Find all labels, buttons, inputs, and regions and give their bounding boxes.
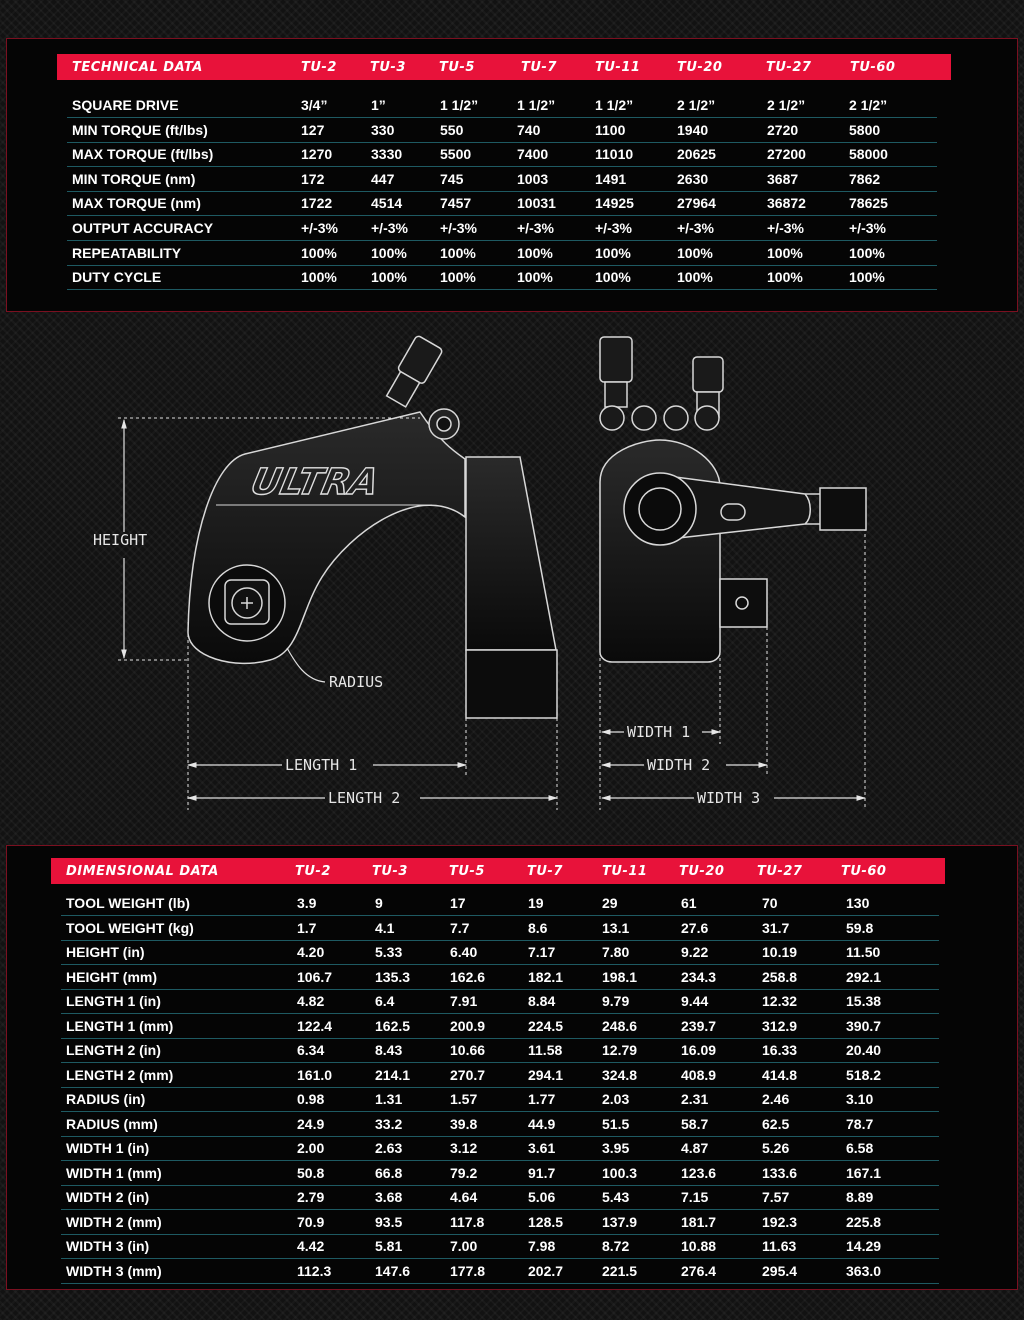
row-label: MIN TORQUE (nm) [72, 170, 196, 187]
cell-value: 9 [375, 895, 383, 911]
cell-value: 100.3 [602, 1164, 638, 1181]
row-label: RADIUS (mm) [66, 1115, 158, 1132]
cell-value: 414.8 [762, 1066, 798, 1083]
cell-value: 12.79 [602, 1042, 638, 1058]
row-label: SQUARE DRIVE [72, 97, 179, 113]
cell-value: 10.66 [450, 1042, 486, 1058]
row-label: WIDTH 1 (mm) [66, 1164, 162, 1181]
cell-value: 5.26 [762, 1140, 790, 1156]
model-header: TU-2 [301, 60, 337, 75]
cell-value: +/-3% [517, 220, 554, 236]
row-label: LENGTH 1 (in) [66, 993, 161, 1009]
cell-value: 93.5 [375, 1213, 403, 1230]
cell-value: 100% [517, 269, 553, 286]
cell-value: 200.9 [450, 1017, 486, 1034]
cell-value: 127 [301, 121, 325, 138]
cell-value: 1003 [517, 170, 549, 187]
cell-value: +/-3% [767, 220, 804, 236]
cell-value: 11.50 [846, 944, 881, 960]
cell-value: 17 [450, 895, 466, 911]
cell-value: 100% [371, 269, 407, 286]
cell-value: 130 [846, 895, 870, 911]
cell-value: 100% [371, 244, 407, 261]
technical-title: TECHNICAL DATA [72, 60, 203, 75]
cell-value: 137.9 [602, 1213, 638, 1230]
cell-value: 295.4 [762, 1262, 798, 1279]
width1-label: WIDTH 1 [627, 723, 691, 741]
cell-value: 2 1/2” [767, 97, 806, 113]
cell-value: 100% [677, 244, 713, 261]
cell-value: 4.87 [681, 1140, 709, 1156]
table-row [67, 265, 937, 290]
cell-value: 59.8 [846, 919, 874, 936]
cell-value: 7.00 [450, 1238, 478, 1254]
cell-value: 100% [301, 269, 337, 286]
model-header: TU-2 [295, 864, 331, 879]
cell-value: 10031 [517, 195, 556, 212]
cell-value: 135.3 [375, 968, 411, 985]
dimensional-data-panel [6, 845, 1018, 1290]
cell-value: 4.42 [297, 1238, 325, 1254]
table-row [61, 965, 939, 990]
cell-value: +/-3% [301, 220, 338, 236]
cell-value: 3.9 [297, 895, 317, 911]
table-row [61, 1234, 939, 1259]
cell-value: 100% [595, 269, 631, 286]
cell-value: 161.0 [297, 1066, 333, 1083]
row-label: HEIGHT (in) [66, 944, 145, 960]
cell-value: 9.79 [602, 993, 630, 1009]
cell-value: 70.9 [297, 1213, 325, 1230]
cell-value: 181.7 [681, 1213, 717, 1230]
cell-value: 177.8 [450, 1262, 486, 1279]
cell-value: 447 [371, 170, 395, 187]
cell-value: 8.6 [528, 919, 548, 936]
cell-value: 100% [517, 244, 553, 261]
width3-label: WIDTH 3 [697, 789, 761, 807]
table-row [61, 1063, 939, 1088]
cell-value: 58.7 [681, 1115, 709, 1132]
table-row [67, 93, 937, 118]
front-view-tool [600, 337, 866, 662]
reaction-foot [820, 488, 866, 530]
drive-shaft [720, 579, 767, 627]
cell-value: 78625 [849, 195, 888, 212]
cell-value: 7457 [440, 195, 472, 212]
model-header: TU-11 [595, 60, 641, 75]
cell-value: 5800 [849, 121, 881, 138]
cell-value: 3687 [767, 170, 799, 187]
cell-value: 8.84 [528, 993, 556, 1009]
cell-value: 2.46 [762, 1091, 790, 1107]
table-row [61, 1259, 939, 1284]
cylinder-housing [466, 457, 556, 650]
cell-value: 29 [602, 895, 618, 911]
cell-value: 62.5 [762, 1115, 790, 1132]
cell-value: 248.6 [602, 1017, 638, 1034]
table-row [61, 916, 939, 941]
length1-label: LENGTH 1 [285, 756, 358, 774]
cell-value: 100% [301, 244, 337, 261]
cell-value: 3/4” [301, 97, 328, 113]
cell-value: 9.22 [681, 944, 709, 960]
cell-value: 214.1 [375, 1066, 411, 1083]
row-label: OUTPUT ACCURACY [72, 220, 214, 236]
cell-value: 123.6 [681, 1164, 717, 1181]
row-label: LENGTH 1 (mm) [66, 1017, 174, 1034]
tool-dimension-diagram [0, 312, 1024, 844]
dimensional-title: DIMENSIONAL DATA [66, 864, 219, 879]
table-row [61, 1014, 939, 1039]
cell-value: 6.58 [846, 1140, 874, 1156]
cell-value: 3.10 [846, 1091, 874, 1107]
cell-value: 13.1 [602, 919, 630, 936]
cell-value: 8.43 [375, 1042, 403, 1058]
table-row [67, 191, 937, 216]
cell-value: 100% [767, 269, 803, 286]
fitting-left [600, 337, 632, 382]
cell-value: 4514 [371, 195, 403, 212]
cell-value: 3.12 [450, 1140, 478, 1156]
cell-value: 1.57 [450, 1091, 478, 1107]
cell-value: 100% [440, 269, 476, 286]
cell-value: 100% [440, 244, 476, 261]
cell-value: 24.9 [297, 1115, 325, 1132]
cell-value: 27.6 [681, 919, 709, 936]
cell-value: 234.3 [681, 968, 717, 985]
cell-value: 6.34 [297, 1042, 325, 1058]
table-row [67, 142, 937, 167]
cell-value: 1.31 [375, 1091, 403, 1107]
cell-value: 91.7 [528, 1164, 556, 1181]
side-view-tool [188, 335, 557, 718]
cell-value: 363.0 [846, 1262, 882, 1279]
cell-value: 192.3 [762, 1213, 798, 1230]
cell-value: 2.63 [375, 1140, 403, 1156]
row-label: DUTY CYCLE [72, 269, 162, 286]
cell-value: 50.8 [297, 1164, 325, 1181]
cell-value: +/-3% [371, 220, 408, 236]
cell-value: 79.2 [450, 1164, 478, 1181]
cell-value: 258.8 [762, 968, 798, 985]
row-label: WIDTH 2 (mm) [66, 1213, 162, 1230]
cell-value: 0.98 [297, 1091, 325, 1107]
row-label: MIN TORQUE (ft/lbs) [72, 121, 208, 138]
cell-value: 225.8 [846, 1213, 882, 1230]
cell-value: 16.33 [762, 1042, 798, 1058]
technical-header [57, 54, 951, 80]
cell-value: 44.9 [528, 1115, 556, 1132]
model-header: TU-60 [841, 864, 887, 879]
cell-value: 78.7 [846, 1115, 874, 1132]
cylinder-base [466, 650, 557, 718]
model-header: TU-7 [527, 864, 563, 879]
cell-value: 1” [371, 97, 386, 113]
cell-value: 6.4 [375, 993, 395, 1009]
cell-value: 2630 [677, 170, 709, 187]
cell-value: 58000 [849, 146, 888, 163]
cell-value: 5.81 [375, 1238, 403, 1254]
model-header: TU-20 [677, 60, 723, 75]
row-label: TOOL WEIGHT (kg) [66, 919, 194, 936]
cell-value: 239.7 [681, 1017, 717, 1034]
table-row [67, 216, 937, 241]
cell-value: 3.61 [528, 1140, 556, 1156]
dimensional-header [51, 858, 945, 884]
length2-label: LENGTH 2 [328, 789, 401, 807]
cell-value: 19 [528, 895, 544, 911]
cell-value: 27964 [677, 195, 716, 212]
cell-value: 1 1/2” [595, 97, 634, 113]
cell-value: 518.2 [846, 1066, 882, 1083]
cell-value: 33.2 [375, 1115, 403, 1132]
cell-value: 128.5 [528, 1213, 564, 1230]
cell-value: 5.06 [528, 1189, 556, 1205]
cell-value: 10.88 [681, 1238, 717, 1254]
cell-value: +/-3% [440, 220, 477, 236]
cell-value: 550 [440, 121, 464, 138]
cell-value: 66.8 [375, 1164, 403, 1181]
cell-value: 202.7 [528, 1262, 564, 1279]
cell-value: 221.5 [602, 1262, 638, 1279]
model-header: TU-5 [449, 864, 485, 879]
cell-value: 12.32 [762, 993, 798, 1009]
model-header: TU-27 [757, 864, 803, 879]
cell-value: 740 [517, 121, 541, 138]
cell-value: 100% [849, 244, 885, 261]
cell-value: 4.20 [297, 944, 325, 960]
cell-value: 122.4 [297, 1017, 333, 1034]
row-label: LENGTH 2 (in) [66, 1042, 161, 1058]
cell-value: 1.7 [297, 919, 317, 936]
cell-value: 7862 [849, 170, 881, 187]
cell-value: 1270 [301, 146, 333, 163]
cell-value: 7.17 [528, 944, 556, 960]
cell-value: 2.03 [602, 1091, 630, 1107]
cell-value: 36872 [767, 195, 806, 212]
table-row [61, 989, 939, 1014]
table-row [61, 891, 939, 916]
cell-value: 39.8 [450, 1115, 478, 1132]
cell-value: 5.43 [602, 1189, 630, 1205]
cell-value: +/-3% [849, 220, 886, 236]
cell-value: 8.89 [846, 1189, 874, 1205]
table-row [61, 1210, 939, 1235]
cell-value: 1491 [595, 170, 627, 187]
row-label: MAX TORQUE (ft/lbs) [72, 146, 214, 163]
cell-value: 5500 [440, 146, 472, 163]
cell-value: 112.3 [297, 1262, 332, 1279]
cell-value: 1 1/2” [517, 97, 556, 113]
row-label: WIDTH 1 (in) [66, 1140, 150, 1156]
row-label: HEIGHT (mm) [66, 968, 157, 985]
cell-value: +/-3% [677, 220, 714, 236]
row-label: WIDTH 3 (mm) [66, 1262, 162, 1279]
row-label: MAX TORQUE (nm) [72, 195, 201, 212]
cell-value: 4.82 [297, 993, 325, 1009]
table-row [61, 1038, 939, 1063]
cell-value: 7.91 [450, 993, 478, 1009]
cell-value: 15.38 [846, 993, 882, 1009]
cell-value: 7400 [517, 146, 549, 163]
cell-value: 162.6 [450, 968, 486, 985]
cell-value: 11010 [595, 146, 634, 163]
row-label: LENGTH 2 (mm) [66, 1066, 174, 1083]
cell-value: 270.7 [450, 1066, 486, 1083]
cell-value: 224.5 [528, 1017, 564, 1034]
cell-value: 51.5 [602, 1115, 630, 1132]
table-row [67, 241, 937, 266]
cell-value: 8.72 [602, 1238, 630, 1254]
fitting-right [693, 357, 723, 392]
cell-value: 7.15 [681, 1189, 709, 1205]
table-row [61, 940, 939, 965]
width2-label: WIDTH 2 [647, 756, 711, 774]
cell-value: 100% [767, 244, 803, 261]
table-row [61, 1112, 939, 1137]
technical-data-panel [6, 38, 1018, 312]
cell-value: 2720 [767, 121, 799, 138]
cell-value: 7.80 [602, 944, 630, 960]
cell-value: 167.1 [846, 1164, 882, 1181]
cell-value: 745 [440, 170, 464, 187]
row-label: WIDTH 3 (in) [66, 1238, 150, 1254]
table-row [67, 167, 937, 192]
cell-value: 1 1/2” [440, 97, 479, 113]
cell-value: 147.6 [375, 1262, 411, 1279]
cell-value: 7.57 [762, 1189, 790, 1205]
cell-value: 2.79 [297, 1189, 325, 1205]
row-label: REPEATABILITY [72, 244, 182, 261]
cell-value: 390.7 [846, 1017, 882, 1034]
cell-value: 3330 [371, 146, 403, 163]
cell-value: 9.44 [681, 993, 709, 1009]
model-header: TU-3 [370, 60, 406, 75]
model-header: TU-5 [439, 60, 475, 75]
cell-value: 7.98 [528, 1238, 556, 1254]
cell-value: 70 [762, 895, 778, 911]
table-row [61, 1087, 939, 1112]
cell-value: 172 [301, 170, 325, 187]
table-row [61, 1185, 939, 1210]
brand-logo: ULTRA [247, 460, 383, 503]
cell-value: 100% [849, 269, 885, 286]
cell-value: 1.77 [528, 1091, 556, 1107]
model-header: TU-60 [850, 60, 896, 75]
cell-value: 3.95 [602, 1140, 630, 1156]
model-header: TU-7 [521, 60, 557, 75]
cell-value: 100% [677, 269, 713, 286]
front-hub [624, 473, 696, 545]
cell-value: 133.6 [762, 1164, 798, 1181]
cell-value: 61 [681, 895, 697, 911]
cell-value: 2.00 [297, 1140, 325, 1156]
table-row [61, 1136, 939, 1161]
cell-value: 14925 [595, 195, 634, 212]
cell-value: 4.64 [450, 1189, 478, 1205]
cell-value: 408.9 [681, 1066, 717, 1083]
model-header: TU-11 [602, 864, 648, 879]
cell-value: 292.1 [846, 968, 882, 985]
row-label: WIDTH 2 (in) [66, 1189, 150, 1205]
cell-value: 20625 [677, 146, 716, 163]
cell-value: 106.7 [297, 968, 333, 985]
cell-value: 4.1 [375, 919, 395, 936]
cell-value: 3.68 [375, 1189, 403, 1205]
model-header: TU-27 [766, 60, 812, 75]
cell-value: 198.1 [602, 968, 638, 985]
hose-coupler [383, 335, 443, 409]
cell-value: 20.40 [846, 1042, 882, 1058]
cell-value: +/-3% [595, 220, 632, 236]
cell-value: 16.09 [681, 1042, 717, 1058]
cell-value: 324.8 [602, 1066, 638, 1083]
cell-value: 182.1 [528, 968, 564, 985]
cell-value: 100% [595, 244, 631, 261]
cell-value: 2 1/2” [849, 97, 888, 113]
table-row [61, 1161, 939, 1186]
cell-value: 11.58 [528, 1042, 563, 1058]
cell-value: 6.40 [450, 944, 478, 960]
model-header: TU-3 [372, 864, 408, 879]
cell-value: 10.19 [762, 944, 798, 960]
cell-value: 330 [371, 121, 395, 138]
cell-value: 312.9 [762, 1017, 798, 1034]
cell-value: 2 1/2” [677, 97, 716, 113]
table-row [67, 118, 937, 143]
model-header: TU-20 [679, 864, 725, 879]
cell-value: 11.63 [762, 1238, 797, 1254]
cell-value: 1100 [595, 121, 626, 138]
cell-value: 1722 [301, 195, 333, 212]
cell-value: 2.31 [681, 1091, 709, 1107]
cell-value: 27200 [767, 146, 806, 163]
cell-value: 276.4 [681, 1262, 717, 1279]
cell-value: 294.1 [528, 1066, 564, 1083]
row-label: RADIUS (in) [66, 1091, 146, 1107]
height-label: HEIGHT [93, 531, 148, 549]
cell-value: 7.7 [450, 919, 470, 936]
cell-value: 14.29 [846, 1238, 882, 1254]
cell-value: 162.5 [375, 1017, 411, 1034]
cell-value: 117.8 [450, 1213, 485, 1230]
radius-label: RADIUS [329, 673, 384, 691]
row-label: TOOL WEIGHT (lb) [66, 895, 190, 911]
cell-value: 5.33 [375, 944, 403, 960]
cell-value: 31.7 [762, 919, 790, 936]
cell-value: 1940 [677, 121, 709, 138]
